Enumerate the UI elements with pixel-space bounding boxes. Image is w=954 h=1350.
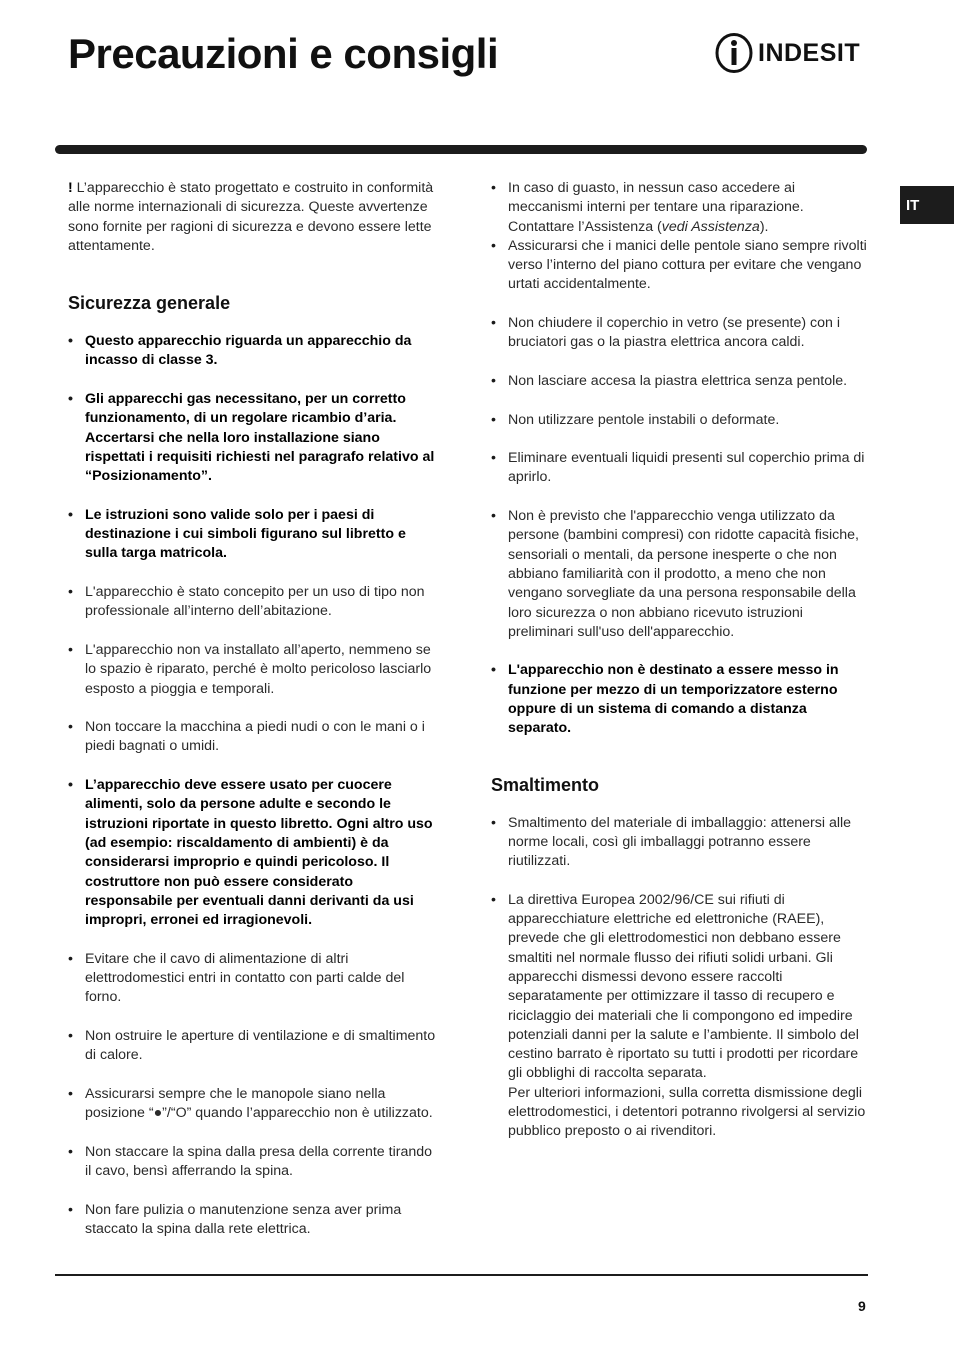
list-item (68, 332, 440, 371)
list-item-text: Le istruzioni sono valide solo per i paesi di destinazione i cui simboli figurano sul libretto e sulla targa matricola. (85, 506, 406, 562)
header-divider (55, 145, 867, 154)
indesit-logo-icon (714, 33, 754, 73)
smaltimento-list (491, 814, 869, 1142)
list-item-text: Non lasciare accesa la piastra elettrica senza pentole. (508, 372, 848, 389)
list-item-text: Non ostruire le aperture di ventilazione e di smaltimento di calore. (85, 1027, 436, 1064)
brand-logo (714, 32, 860, 74)
intro-text: L’apparecchio è stato progettato e costruito in conformità alle norme internazionali di sicurezza. Queste avvertenze sono fornite per ragioni di sicurezza e devono essere lette attentamente. (68, 180, 434, 254)
list-item (491, 179, 869, 237)
list-item-text: L'apparecchio non va installato all’aperto, nemmeno se lo spazio è riparato, perché è molto pericoloso lasciarlo esposto a pioggia e temporali. (85, 641, 432, 697)
list-item (491, 507, 869, 642)
warning-mark: ! (68, 180, 73, 196)
list-item-text: Assicurarsi che i manici delle pentole siano sempre rivolti verso l’interno del piano cottura per evitare che vengano urtati accidentalmente. (508, 237, 867, 293)
list-item-text: In caso di guasto, in nessun caso accedere ai meccanismi interni per tentare una riparazione. Contattare l’Assistenza ( (508, 180, 804, 235)
page-title: Precauzioni e consigli (68, 30, 499, 77)
list-item-italic: vedi Assistenza (661, 218, 760, 235)
footer-divider (55, 1274, 868, 1276)
list-item (491, 237, 869, 295)
list-item-text: Evitare che il cavo di alimentazione di altri elettrodomestici entri in contatto con parti calde del forno. (85, 950, 405, 1006)
list-item (68, 1027, 440, 1066)
language-tab: IT (900, 186, 954, 224)
sicurezza-list-right (491, 179, 869, 739)
list-item (68, 950, 440, 1008)
list-item-text: Eliminare eventuali liquidi presenti sul coperchio prima di aprirlo. (508, 450, 865, 486)
list-item (491, 314, 869, 353)
list-item-text: La direttiva Europea 2002/96/CE sui rifiuti di apparecchiature elettriche ed elettroniche (RAEE), prevede che gli elettrodomestici non debbano essere smaltiti nel normale flusso dei rifiuti solidi urbani. Gli apparecchi dismessi devono essere raccolti separatamente per ottimizzare il tasso di recupero e riciclaggio dei materiali che li compongono ed impedire potenziali danni per la salute e l’ambiente. Il simbolo del cestino barrato è riportato su tutti i prodotti per ricordare gli obblighi di raccolta separata. (508, 891, 859, 1082)
list-item (68, 583, 440, 622)
list-item (68, 641, 440, 699)
section-heading-smaltimento: Smaltimento (491, 774, 600, 795)
list-item-tail: ). (759, 218, 769, 235)
list-item-text: Non toccare la macchina a piedi nudi o con le mani o i piedi bagnati o umidi. (85, 719, 425, 755)
list-item-text: L'apparecchio è stato concepito per un uso di tipo non professionale all’interno dell’abitazione. (85, 584, 425, 620)
list-item (68, 776, 440, 930)
section-heading-sicurezza: Sicurezza generale (68, 293, 231, 314)
list-item-text: Non utilizzare pentole instabili o deformate. (508, 411, 780, 428)
brand-name: INDESIT (758, 38, 861, 67)
list-item (491, 814, 869, 872)
list-item-text: Assicurarsi sempre che le manopole siano nella posizione “●”/“O” quando l’apparecchio non è utilizzato. (85, 1085, 433, 1122)
list-item-text: Non staccare la spina dalla presa della corrente tirando il cavo, bensì afferrando la spina. (85, 1143, 433, 1179)
list-item (68, 390, 440, 486)
list-item-text: Gli apparecchi gas necessitano, per un corretto funzionamento, di un regolare ricambio d’aria. Accertarsi che nella loro installazione siano rispettati i requisiti richiesti nel paragrafo relativo al “Posizionamento”. (85, 391, 435, 485)
page-number: 9 (858, 1298, 866, 1314)
list-item (491, 661, 869, 738)
list-item (68, 718, 440, 757)
right-column (491, 179, 869, 1142)
list-item (491, 411, 869, 430)
left-column (68, 179, 440, 1239)
list-item (68, 1085, 440, 1124)
list-item (491, 449, 869, 488)
sicurezza-list-left (68, 332, 440, 1239)
list-item (68, 1201, 440, 1240)
list-item-text: L’apparecchio deve essere usato per cuocere alimenti, solo da persone adulte e secondo le istruzioni riportate in questo libretto. Ogni altro uso (ad esempio: riscaldamento di ambienti) è da considerarsi improprio e quindi pericoloso. Il costruttore non può essere considerato responsabile per eventuali danni derivanti da usi impropri, erronei ed irragionevoli. (85, 777, 433, 929)
list-item (491, 891, 869, 1142)
list-item-extra: Per ulteriori informazioni, sulla corretta dismissione degli elettrodomestici, i detentori potranno rivolgersi al servizio pubblico preposto o ai rivenditori. (508, 1084, 866, 1140)
list-item-text: Non chiudere il coperchio in vetro (se presente) con i bruciatori gas o la piastra elettrica ancora caldi. (508, 315, 840, 351)
list-item-text: L'apparecchio non è destinato a essere messo in funzione per mezzo di un temporizzatore esterno oppure di un sistema di comando a distanza separato. (508, 662, 839, 737)
list-item (68, 1143, 440, 1182)
list-item-text: Non è previsto che l'apparecchio venga utilizzato da persone (bambini compresi) con ridotte capacità fisiche, sensoriali o mentali, da persone inesperte o che non abbiano familiarità con il prodotto, a meno che non vengano sorvegliate da una persona responsabile della loro sicurezza o non abbiano ricevuto istruzioni preliminari sull'uso dell'apparecchio. (508, 508, 859, 640)
list-item-text: Non fare pulizia o manutenzione senza aver prima staccato la spina dalla rete elettrica. (85, 1201, 402, 1237)
list-item (491, 372, 869, 391)
list-item (68, 506, 440, 564)
list-item-text: Smaltimento del materiale di imballaggio: attenersi alle norme locali, così gli imballaggi potranno essere riutilizzati. (508, 814, 852, 870)
intro-paragraph (68, 179, 440, 256)
list-item-text: Questo apparecchio riguarda un apparecchio da incasso di classe 3. (85, 333, 412, 369)
